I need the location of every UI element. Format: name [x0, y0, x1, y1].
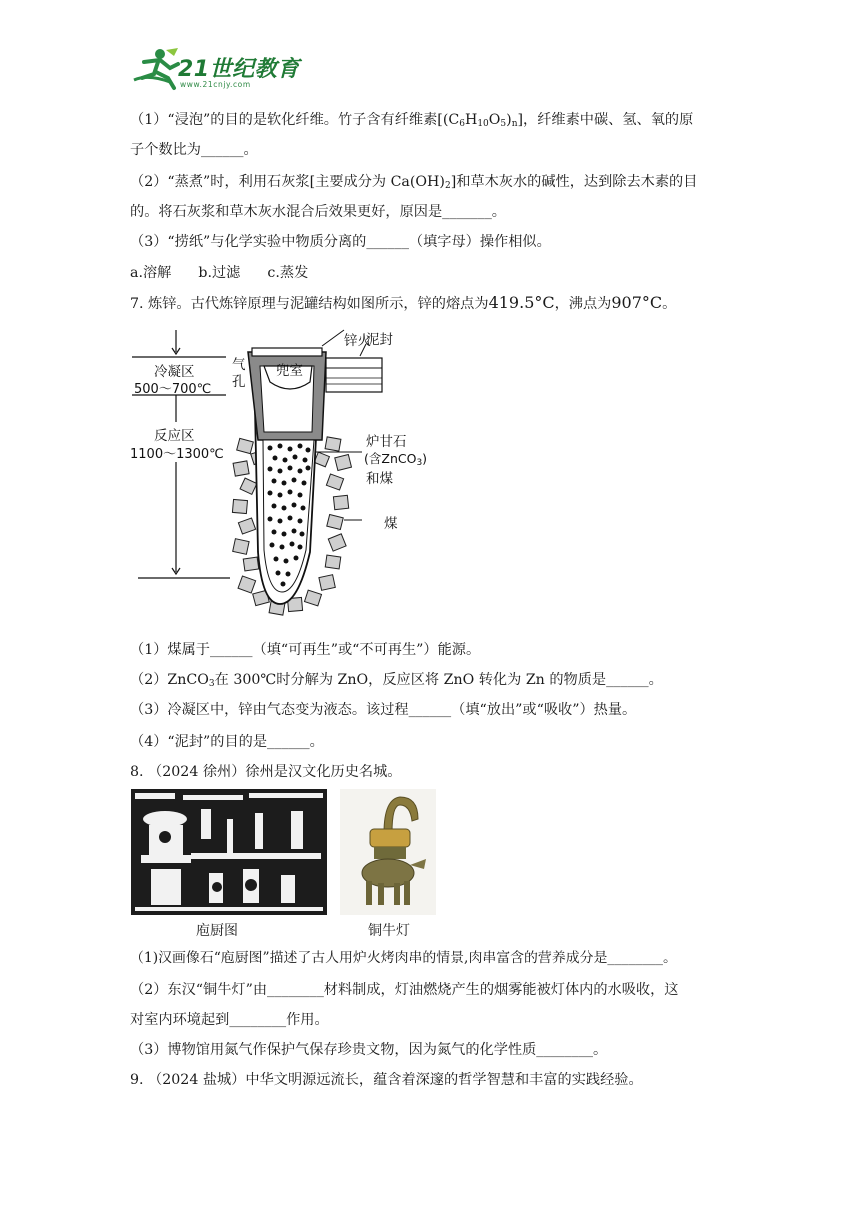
logo-url: www.21cnjy.com [180, 80, 251, 89]
label-clay-seal: 泥封 [366, 332, 393, 348]
q7-item2: （2）ZnCO$_3$在 300℃时分解为 ZnO，反应区将 ZnO 转化为 Zn 的物质是______。 [130, 672, 663, 689]
q6-options: a.溶解 b.过滤 c.蒸发 [130, 265, 309, 281]
q7-item1: （1）煤属于______（填“可再生”或“不可再生”）能源。 [130, 642, 481, 658]
label-znco3: (含ZnCO$_3$) [364, 451, 428, 468]
label-qi: 气 [232, 357, 246, 373]
q9-stem: 9. （2024 盐城）中华文明源远流长，蕴含着深邃的哲学智慧和丰富的实践经验。 [130, 1072, 643, 1088]
label-reaction-zone: 反应区 [154, 428, 195, 444]
label-kong: 孔 [232, 374, 246, 390]
label-condense-temp: 500～700℃ [134, 382, 212, 397]
label-coal: 煤 [384, 516, 398, 532]
kitchen-relief-image [131, 789, 327, 915]
label-zinc-fire: 锌火 [344, 333, 371, 349]
q7-item4: （4）“泥封”的目的是______。 [130, 734, 324, 750]
leader-zinc-fire [322, 330, 344, 346]
clay-seal-block [326, 358, 382, 392]
logo-text: 21世纪教育 [178, 57, 300, 82]
q8-stem: 8. （2024 徐州）徐州是汉文化历史名城。 [130, 764, 402, 780]
caption-kitchen-relief: 庖厨图 [196, 923, 238, 939]
q8-item2-line2: 对室内环境起到________作用。 [130, 1012, 329, 1028]
label-and-coal: 和煤 [366, 471, 393, 487]
q7-item3: （3）冷凝区中，锌由气态变为液态。该过程______（填“放出”或“吸收”）热量。 [130, 702, 637, 718]
bronze-ox-lamp-image [340, 789, 436, 915]
q6-item1-line2: 子个数比为______。 [130, 142, 258, 158]
q8-item1: （1)汉画像石“庖厨图”描述了古人用炉火烤肉串的情景,肉串富含的营养成分是________。 [130, 950, 677, 966]
label-reaction-temp: 1100～1300℃ [130, 447, 224, 462]
q6-item1: （1）“浸泡”的目的是软化纤维。竹子含有纤维素$[(C_6H_{10}O_5)_n]$，纤维素中碳、氢、氧的原 [130, 112, 694, 129]
caption-ox-lamp: 铜牛灯 [368, 923, 410, 939]
label-condense-zone: 冷凝区 [154, 364, 195, 380]
q8-item2: （2）东汉“铜牛灯”由________材料制成，灯油燃烧产生的烟雾能被灯体内的水吸收，这 [130, 982, 679, 998]
q6-item2: （2）“蒸煮”时，利用石灰浆[主要成分为 $Ca(OH)_2$]和草木灰水的碱性，达到除去木素的目 [130, 174, 698, 191]
label-calamine: 炉甘石 [366, 434, 407, 450]
q7-stem: 7. 炼锌。古代炼锌原理与泥罐结构如图所示，锌的熔点为419.5°C，沸点为907°C。 [130, 293, 677, 312]
label-condensing-chamber: 兜室 [276, 363, 303, 379]
pot-lid [252, 348, 322, 356]
q6-item2-line2: 的。将石灰浆和草木灰水混合后效果更好，原因是_______。 [130, 204, 506, 220]
q8-item3: （3）博物馆用氮气作保护气保存珍贵文物，因为氮气的化学性质________。 [130, 1042, 608, 1058]
q6-item3: （3）“捞纸”与化学实验中物质分离的______（填字母）操作相似。 [130, 234, 551, 250]
